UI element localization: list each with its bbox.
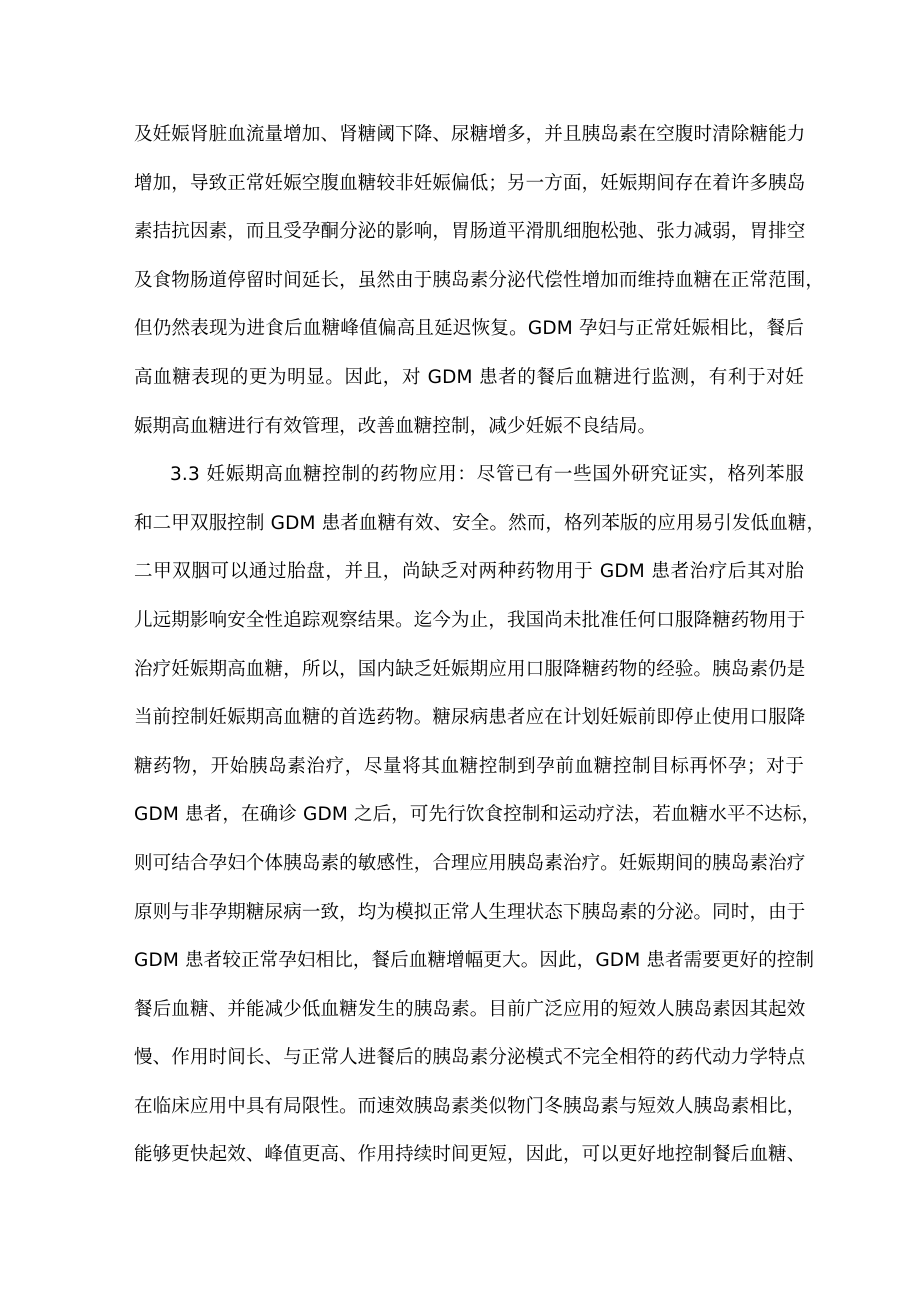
- text-line: 则可结合孕妇个体胰岛素的敏感性，合理应用胰岛素治疗。妊娠期间的胰岛素治疗: [134, 852, 806, 874]
- paragraph-1: [134, 113, 825, 453]
- text-line: 原则与非孕期糖尿病一致，均为模拟正常人生理状态下胰岛素的分泌。同时，由于: [134, 901, 806, 923]
- text-line: 慢、作用时间长、与正常人进餐后的胰岛素分泌模式不完全相符的药代动力学特点: [134, 1047, 806, 1069]
- text-line: 在临床应用中具有局限性。而速效胰岛素类似物门冬胰岛素与短效人胰岛素相比，: [134, 1095, 806, 1117]
- text-line: 增加，导致正常妊娠空腹血糖较非妊娠偏低；另一方面，妊娠期间存在着许多胰岛: [134, 172, 806, 194]
- text-line: GDM 患者，在确诊 GDM 之后，可先行饮食控制和运动疗法，若血糖水平不达标，: [134, 804, 821, 826]
- text-line: 餐后血糖、并能减少低血糖发生的胰岛素。目前广泛应用的短效人胰岛素因其起效: [134, 998, 806, 1020]
- text-line: 素拮抗因素，而且受孕酮分泌的影响，胃肠道平滑肌细胞松弛、张力减弱，胃排空: [134, 221, 806, 243]
- body-text: [134, 113, 826, 1182]
- text-line: 能够更快起效、峰值更高、作用持续时间更短，因此，可以更好地控制餐后血糖、: [134, 1144, 806, 1166]
- text-line: 高血糖表现的更为明显。因此，对 GDM 患者的餐后血糖进行监测，有利于对妊: [134, 366, 804, 388]
- text-line: 二甲双胭可以通过胎盘，并且，尚缺乏对两种药物用于 GDM 患者治疗后其对胎: [134, 561, 804, 583]
- section-heading-line: 3.3 妊娠期高血糖控制的药物应用：尽管已有一些国外研究证实，格列苯服: [170, 464, 804, 486]
- text-line: 但仍然表现为进食后血糖峰值偏高且延迟恢复。GDM 孕妇与正常妊娠相比，餐后: [134, 318, 804, 340]
- text-line: 和二甲双服控制 GDM 患者血糖有效、安全。然而，格列苯版的应用易引发低血糖，: [134, 512, 826, 534]
- text-line: GDM 患者较正常孕妇相比，餐后血糖增幅更大。因此，GDM 患者需要更好的控制: [134, 950, 815, 972]
- text-line: 当前控制妊娠期高血糖的首选药物。糖尿病患者应在计划妊娠前即停止使用口服降: [134, 707, 806, 729]
- text-line: 糖药物，开始胰岛素治疗，尽量将其血糖控制到孕前血糖控制目标再怀孕；对于: [134, 755, 804, 777]
- text-line: 治疗妊娠期高血糖，所以，国内缺乏妊娠期应用口服降糖药物的经验。胰岛素仍是: [134, 658, 806, 680]
- text-line: 儿远期影响安全性追踪观察结果。迄今为止，我国尚未批准任何口服降糖药物用于: [134, 609, 806, 631]
- paragraph-2: [134, 453, 826, 1182]
- text-line: 娠期高血糖进行有效管理，改善血糖控制，减少妊娠不良结局。: [134, 415, 657, 437]
- text-line: 及食物肠道停留时间延长，虽然由于胰岛素分泌代偿性增加而维持血糖在正常范围，: [134, 269, 825, 291]
- text-line: 及妊娠肾脏血流量增加、肾糖阈下降、尿糖增多，并且胰岛素在空腹时清除糖能力: [134, 124, 806, 145]
